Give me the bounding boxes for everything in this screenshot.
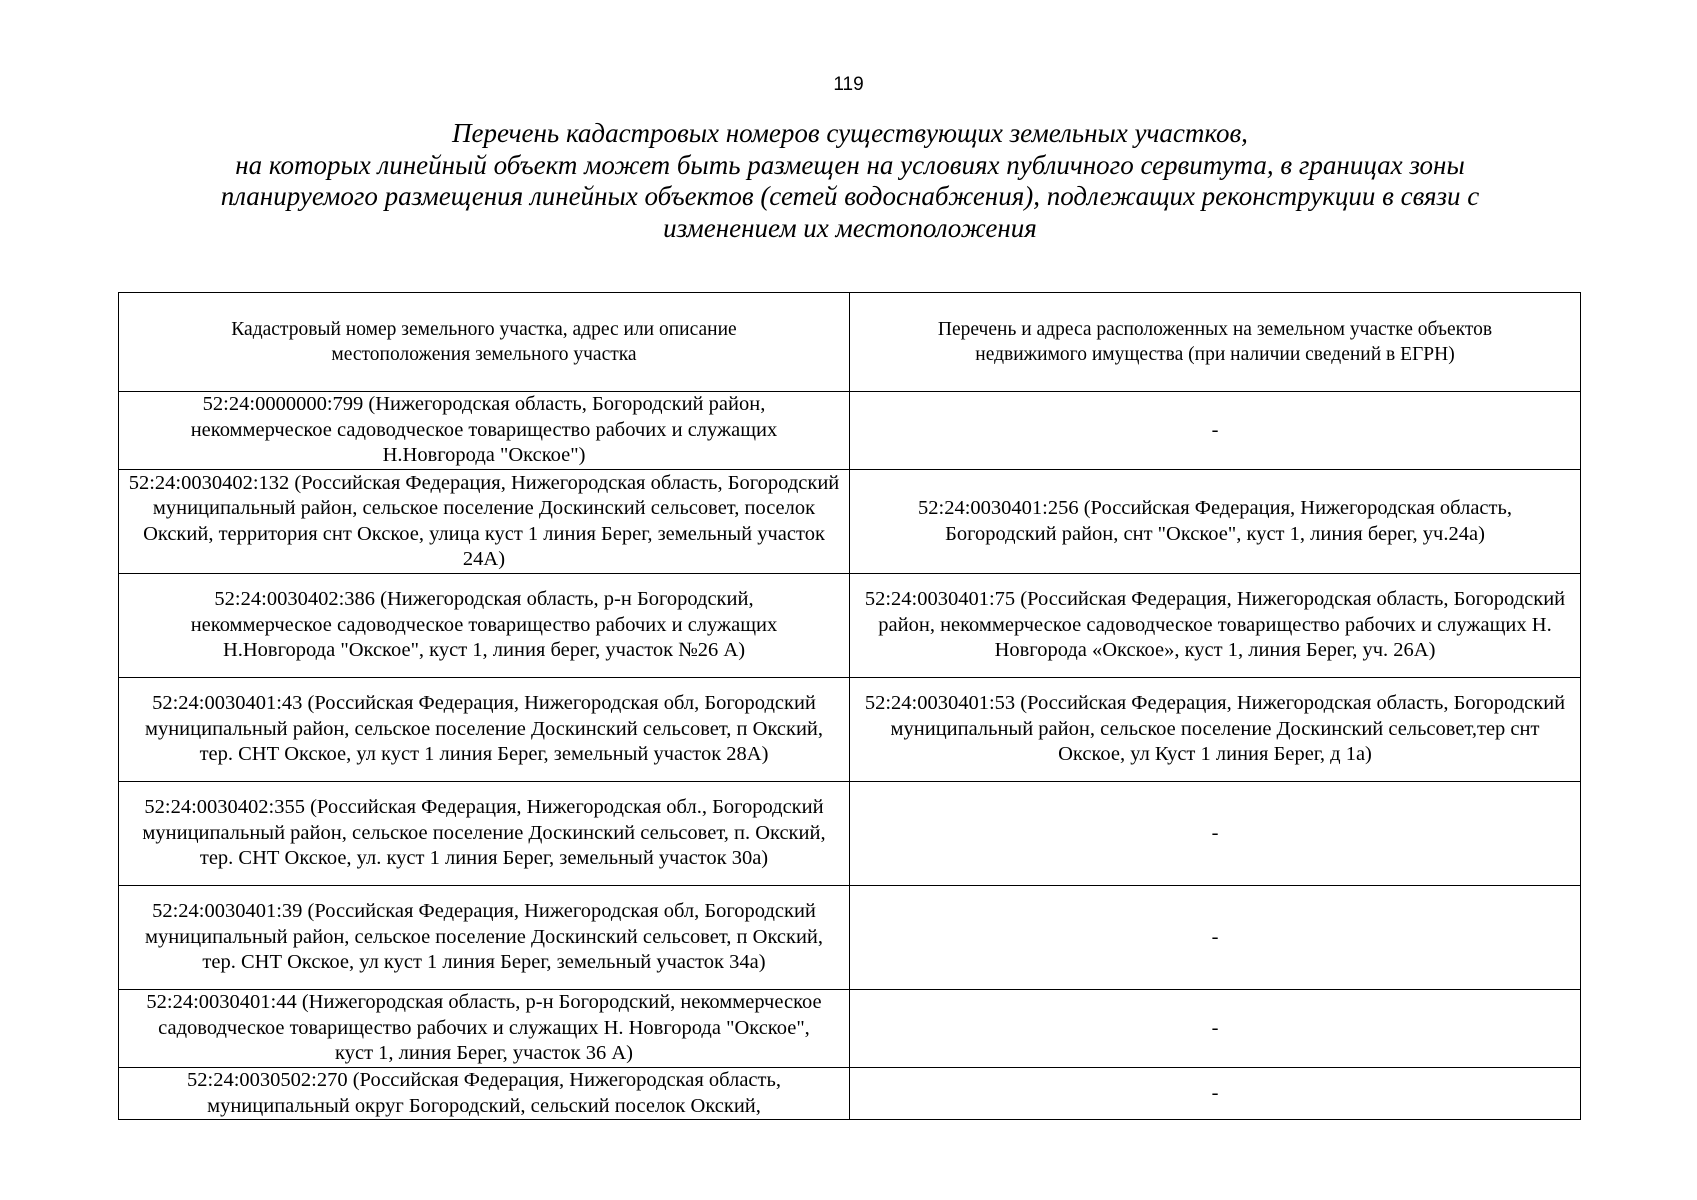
table-row xyxy=(119,470,1581,574)
title-line-1: Перечень кадастровых номеров существующих земельных участков, xyxy=(452,118,1248,148)
header-parcel: Кадастровый номер земельного участка, адрес или описание местоположения земельного участка xyxy=(119,293,850,392)
cell-objects: - xyxy=(850,392,1581,470)
header-objects: Перечень и адреса расположенных на земельном участке объектов недвижимого имущества (при наличии сведений в ЕГРН) xyxy=(850,293,1581,392)
cell-parcel: 52:24:0030401:39 (Российская Федерация, Нижегородская обл, Богородский муниципальный район, сельское поселение Доскинский сельсовет, п Окский, тер. СНТ Окское, ул куст 1 линия Берег, земельный участок 34а) xyxy=(119,886,850,990)
cell-objects: 52:24:0030401:75 (Российская Федерация, Нижегородская область, Богородский район, некоммерческое садоводческое товарищество рабочих и служащих Н. Новгорода «Окское», куст 1, линия Берег, уч. 26А) xyxy=(850,574,1581,678)
cell-objects: - xyxy=(850,782,1581,886)
table-row xyxy=(119,782,1581,886)
cadastral-table xyxy=(118,292,1581,1120)
page-number: 119 xyxy=(833,74,864,95)
table-row xyxy=(119,392,1581,470)
cell-parcel: 52:24:0030502:270 (Российская Федерация, Нижегородская область, муниципальный округ Богородский, сельский поселок Окский, xyxy=(119,1068,850,1120)
table-row xyxy=(119,678,1581,782)
table-row xyxy=(119,990,1581,1068)
cell-objects: - xyxy=(850,1068,1581,1120)
cell-parcel: 52:24:0030402:355 (Российская Федерация, Нижегородская обл., Богородский муниципальный район, сельское поселение Доскинский сельсовет, п. Окский, тер. СНТ Окское, ул. куст 1 линия Берег, земельный участок 30а) xyxy=(119,782,850,886)
title-line-4: изменением их местоположения xyxy=(663,212,1037,243)
cell-objects: - xyxy=(850,990,1581,1068)
cell-parcel: 52:24:0030401:43 (Российская Федерация, Нижегородская обл, Богородский муниципальный район, сельское поселение Доскинский сельсовет, п Окский, тер. СНТ Окское, ул куст 1 линия Берег, земельный участок 28А) xyxy=(119,678,850,782)
cell-parcel: 52:24:0030402:386 (Нижегородская область, р-н Богородский, некоммерческое садоводческое товарищество рабочих и служащих Н.Новгорода "Окское", куст 1, линия берег, участок №26 А) xyxy=(119,574,850,678)
cell-objects: 52:24:0030401:53 (Российская Федерация, Нижегородская область, Богородский муниципальный район, сельское поселение Доскинский сельсовет,тер снт Окское, ул Куст 1 линия Берег, д 1а) xyxy=(850,678,1581,782)
cell-parcel: 52:24:0030401:44 (Нижегородская область, р-н Богородский, некоммерческое садоводческое товарищество рабочих и служащих Н. Новгорода "Окское", куст 1, линия Берег, участок 36 А) xyxy=(119,990,850,1068)
cell-parcel: 52:24:0030402:132 (Российская Федерация, Нижегородская область, Богородский муниципальный район, сельское поселение Доскинский сельсовет, поселок Окский, территория снт Окское, улица куст 1 линия Берег, земельный участок 24А) xyxy=(119,470,850,574)
cell-objects: 52:24:0030401:256 (Российская Федерация, Нижегородская область, Богородский район, снт "Окское", куст 1, линия берег, уч.24а) xyxy=(850,470,1581,574)
title-line-2: на которых линейный объект может быть размещен на условиях публичного сервитута, в границах зоны xyxy=(235,149,1465,180)
title-line-3: планируемого размещения линейных объектов (сетей водоснабжения), подлежащих реконструкции в связи с xyxy=(220,181,1480,211)
table-row xyxy=(119,574,1581,678)
table-row xyxy=(119,1068,1581,1120)
cell-parcel: 52:24:0000000:799 (Нижегородская область, Богородский район, некоммерческое садоводческое товарищество рабочих и служащих Н.Новгорода "Окское") xyxy=(119,392,850,470)
table-header-row xyxy=(119,293,1581,392)
document-title xyxy=(160,118,1540,244)
cell-objects: - xyxy=(850,886,1581,990)
table-row xyxy=(119,886,1581,990)
